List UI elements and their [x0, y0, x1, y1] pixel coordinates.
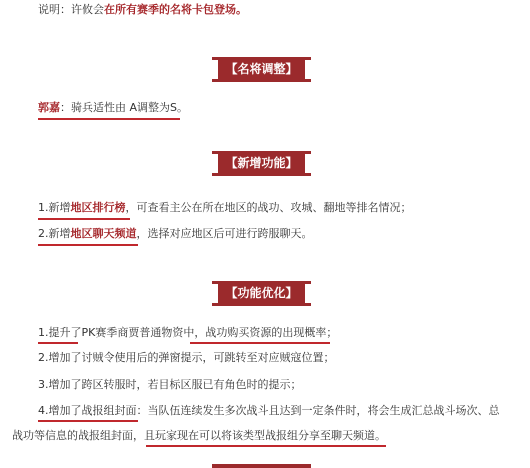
header-bar-bottom	[212, 173, 311, 176]
general-item-guojia	[38, 101, 188, 115]
new-feature-item-1	[38, 201, 412, 215]
underline	[38, 244, 138, 246]
section-title: 【功能优化】	[218, 283, 305, 303]
item-num: 2.	[38, 227, 49, 240]
underline	[38, 420, 138, 422]
underline	[38, 342, 78, 344]
optimization-item-3: 3.增加了跨区转服时，若目标区服已有角色时的提示；	[38, 378, 302, 391]
new-feature-item-2	[38, 227, 313, 241]
underline	[190, 342, 330, 344]
underline	[38, 118, 180, 120]
section-title: 【名将调整】	[218, 59, 305, 79]
item-highlight: 地区排行榜	[70, 201, 126, 214]
optimization-item-2: 2.增加了讨贼令使用后的弹窗提示，可跳转至对应贼寇位置；	[38, 351, 335, 364]
item-post: ，选择对应地区后可进行跨服聊天。	[136, 227, 313, 240]
intro-line	[38, 3, 247, 17]
underline	[146, 445, 386, 447]
header-bar-bottom	[212, 79, 311, 82]
optimization-item-1: 1.提升了PK赛季商贾普通物资中，战功购买资源的出现概率；	[38, 326, 338, 339]
section-header-new-features	[212, 151, 311, 176]
section-header-general-adjust	[212, 57, 311, 82]
item-post: ，可查看主公在所在地区的战功、攻城、翻地等排名情况；	[125, 201, 412, 214]
header-bar-bottom	[212, 303, 311, 306]
general-name: 郭嘉	[38, 101, 60, 114]
intro-prefix: 说明：许攸会	[38, 3, 104, 16]
item-num: 1.	[38, 201, 49, 214]
intro-highlight: 在所有赛季的名将卡包登场。	[104, 3, 247, 16]
optimization-item-4-line1: 4.增加了战报组封面：当队伍连续发生多次战斗且达到一定条件时，将会生成汇总战斗场次、总	[38, 404, 500, 417]
section-header-optimizations	[212, 281, 311, 306]
general-change: ：骑兵适性由 A调整为S。	[60, 101, 189, 114]
section-header-partial-bar	[212, 464, 311, 468]
item-pre: 新增	[48, 227, 71, 240]
underline	[38, 218, 130, 220]
optimization-item-4-line2: 战功等信息的战报组封面，且玩家现在可以将该类型战报组分享至聊天频道。	[12, 429, 386, 442]
item-highlight: 地区聊天频道	[70, 227, 137, 240]
item-pre: 新增	[48, 201, 71, 214]
section-title: 【新增功能】	[218, 153, 305, 173]
